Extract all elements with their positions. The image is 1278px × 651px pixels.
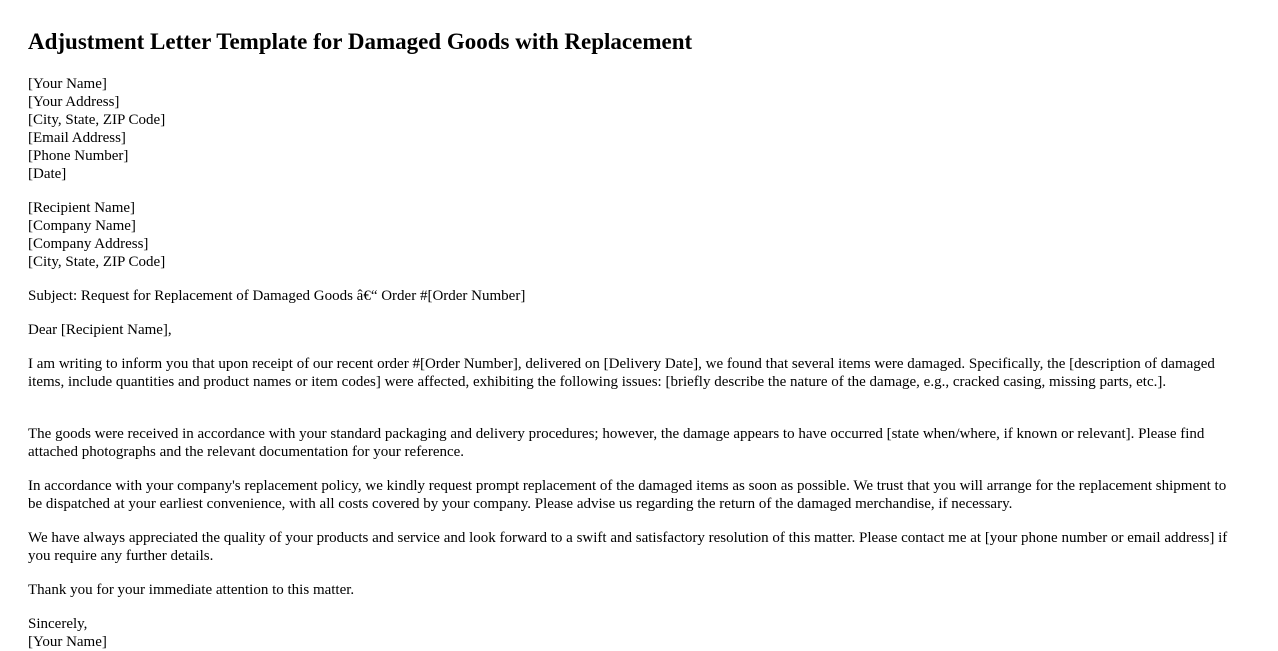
sender-address-block [28, 75, 1242, 183]
recipient-address-block [28, 199, 1242, 271]
sender-email: [Email Address] [28, 130, 126, 146]
sender-phone: [Phone Number] [28, 148, 129, 164]
sender-address: [Your Address] [28, 94, 120, 110]
sender-city-state-zip: [City, State, ZIP Code] [28, 112, 166, 128]
signature-name: [Your Name] [28, 634, 107, 650]
closing: Sincerely, [28, 616, 88, 632]
recipient-name: [Recipient Name] [28, 200, 136, 216]
body-paragraph: In accordance with your company's replacement policy, we kindly request prompt replacement of the damaged items as soon as possible. We trust that you will arrange for the replacement shipment to be dispatched at your earliest convenience, with all costs covered by your company. Please advise us regarding the return of the damaged merchandise, if necessary. [28, 478, 1227, 512]
body-paragraph: We have always appreciated the quality of your products and service and look forward to a swift and satisfactory resolution of this matter. Please contact me at [your phone number or email address] if you require any further details. [28, 530, 1228, 564]
sender-name: [Your Name] [28, 76, 107, 92]
body-paragraph: Thank you for your immediate attention to this matter. [28, 582, 355, 598]
body-paragraph: The goods were received in accordance with your standard packaging and delivery procedures; however, the damage appears to have occurred [state when/where, if known or relevant]. Please find attached photographs and the relevant documentation for your reference. [28, 426, 1205, 460]
letter-date: [Date] [28, 166, 67, 182]
body-paragraph: I am writing to inform you that upon receipt of our recent order #[Order Number], delivered on [Delivery Date], we found that several items were damaged. Specifically, the [description of damaged items, include quantities and product names or item codes] were affected, exhibiting the following issues: [briefly describe the nature of the damage, e.g., cracked casing, missing parts, etc.]. [28, 356, 1215, 390]
page-title: Adjustment Letter Template for Damaged Goods with Replacement [28, 29, 693, 54]
recipient-company: [Company Name] [28, 218, 136, 234]
salutation: Dear [Recipient Name], [28, 322, 172, 338]
recipient-city-state-zip: [City, State, ZIP Code] [28, 254, 166, 270]
closing-block [28, 615, 1242, 651]
recipient-company-address: [Company Address] [28, 236, 149, 252]
subject-line: Subject: Request for Replacement of Damaged Goods â€“ Order #[Order Number] [28, 288, 526, 304]
